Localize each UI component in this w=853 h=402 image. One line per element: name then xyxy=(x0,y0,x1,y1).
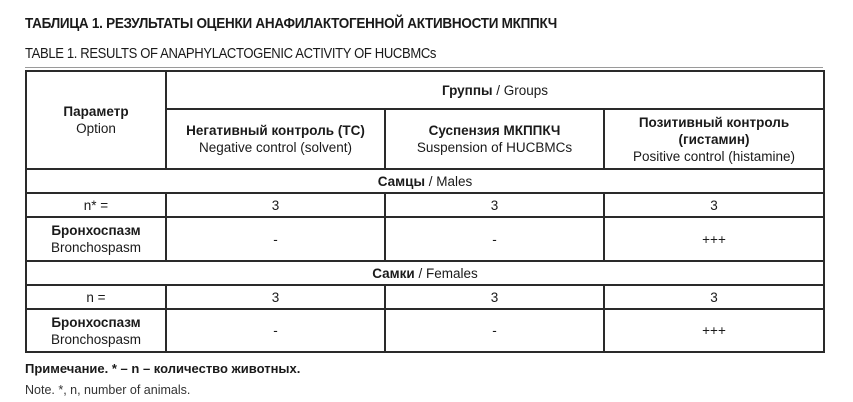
section-label-sep: / xyxy=(424,173,437,189)
section-label-sep: / xyxy=(414,265,426,281)
param-header-ru: Параметр xyxy=(63,104,129,119)
result-value: +++ xyxy=(604,309,824,352)
n-value: 3 xyxy=(385,193,604,217)
param-header-en: Option xyxy=(76,121,116,136)
n-value: 3 xyxy=(385,285,604,309)
groups-header-cell xyxy=(166,71,824,109)
table-row-n-males xyxy=(26,193,824,217)
row-label-en: Bronchospasm xyxy=(50,331,142,347)
n-value: 3 xyxy=(166,193,385,217)
results-table xyxy=(25,70,825,353)
section-row-males xyxy=(26,169,824,193)
n-value: 3 xyxy=(604,285,824,309)
result-value: +++ xyxy=(604,217,824,261)
note-en: Note. *, n, number of animals. xyxy=(25,383,191,397)
groups-header-ru: Группы xyxy=(441,82,493,98)
column-header-en: Positive control (histamine) xyxy=(632,148,796,164)
section-label-cell xyxy=(26,261,824,285)
section-label-cell xyxy=(26,169,824,193)
column-header-ru: Позитивный контроль (гистамин) xyxy=(638,114,790,147)
section-label-ru: Самки xyxy=(372,265,415,281)
table-row-n-females xyxy=(26,285,824,309)
result-value: - xyxy=(166,309,385,352)
table-row-bronchospasm-males xyxy=(26,217,824,261)
n-value: 3 xyxy=(166,285,385,309)
title-divider xyxy=(25,67,823,68)
row-label-ru: Бронхоспазм xyxy=(51,223,141,238)
row-label-cell xyxy=(26,309,166,352)
n-label: n = xyxy=(26,285,166,309)
row-label-en: Bronchospasm xyxy=(50,240,142,255)
row-label-cell xyxy=(26,217,166,261)
section-row-females xyxy=(26,261,824,285)
column-header-ru: Суспензия МКППКЧ xyxy=(428,123,561,138)
groups-header-sep: / xyxy=(492,82,504,98)
column-header-en: Suspension of HUCBMCs xyxy=(416,140,573,155)
result-value: - xyxy=(385,309,604,352)
n-label: n* = xyxy=(26,193,166,217)
header-row-groups xyxy=(26,71,824,109)
section-label-en: Males xyxy=(436,173,473,189)
section-label-ru: Самцы xyxy=(377,173,425,189)
table-title-en: TABLE 1. RESULTS OF ANAPHYLACTOGENIC ACTIVITY OF HUCBMCs xyxy=(25,46,437,62)
column-header-en: Negative control (solvent) xyxy=(198,140,353,155)
column-header-positive xyxy=(604,109,824,169)
table-title-ru: ТАБЛИЦА 1. РЕЗУЛЬТАТЫ ОЦЕНКИ АНАФИЛАКТОГЕННОЙ АКТИВНОСТИ МКППКЧ xyxy=(25,15,557,32)
column-header-ru: Негативный контроль (ТС) xyxy=(186,123,365,138)
n-value: 3 xyxy=(604,193,824,217)
section-label-en: Females xyxy=(425,265,478,281)
groups-header-en: Groups xyxy=(503,82,549,98)
row-label-ru: Бронхоспазм xyxy=(51,314,141,330)
result-value: - xyxy=(166,217,385,261)
result-value: - xyxy=(385,217,604,261)
param-header-cell xyxy=(26,71,166,169)
column-header-suspension xyxy=(385,109,604,169)
note-ru: Примечание. * – n – количество животных. xyxy=(25,361,301,376)
column-header-negative xyxy=(166,109,385,169)
table-row-bronchospasm-females xyxy=(26,309,824,352)
